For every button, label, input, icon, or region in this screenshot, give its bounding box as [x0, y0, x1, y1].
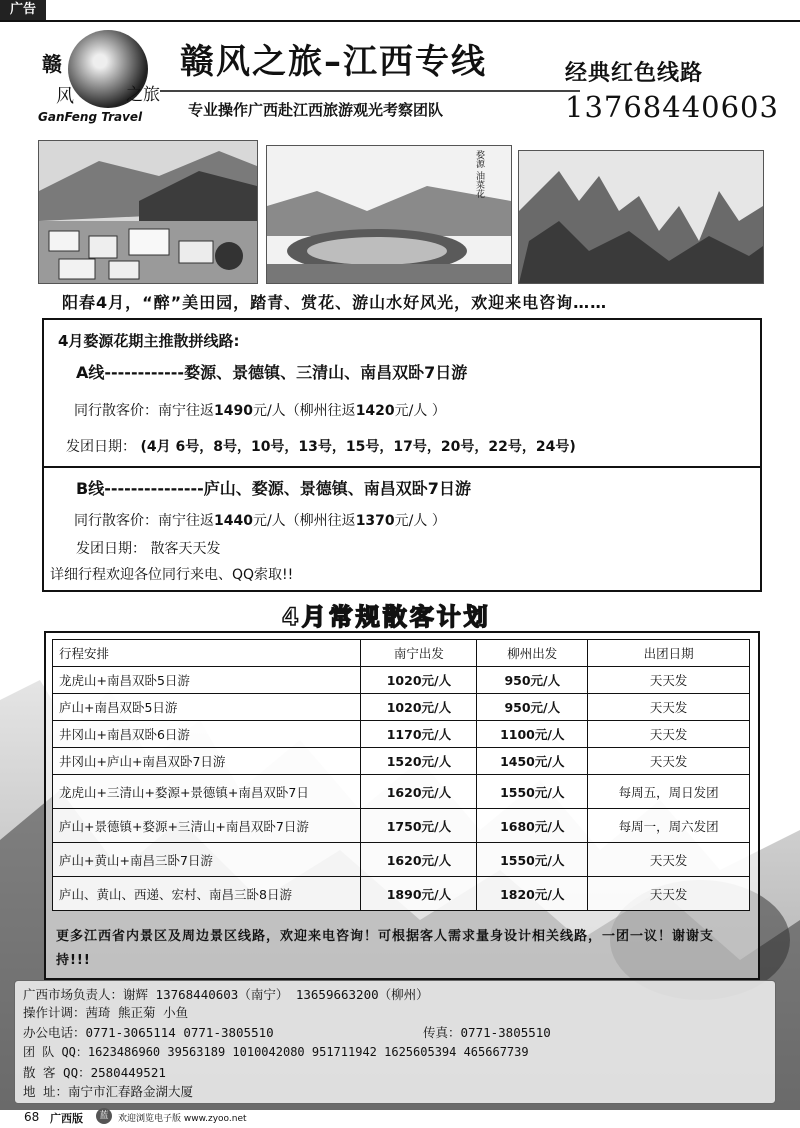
date-cell: 天天发	[588, 721, 750, 748]
address-line	[23, 1082, 193, 1100]
date-cell: 天天发	[588, 667, 750, 694]
table-row	[53, 809, 750, 843]
fax-label: 传真：	[423, 1025, 461, 1040]
mountain-photo	[518, 150, 764, 284]
route-cell: 庐山+景德镇+婺源+三清山+南昌双卧7日游	[53, 809, 361, 843]
page-number: 68	[24, 1110, 40, 1124]
nanning-price-cell: 1520元/人	[361, 748, 477, 775]
table-row	[53, 748, 750, 775]
line-b-dates	[76, 538, 220, 558]
date-cell: 天天发	[588, 843, 750, 877]
table-row	[53, 775, 750, 809]
feature-box-b	[42, 466, 762, 592]
nanning-price-cell: 1020元/人	[361, 694, 477, 721]
guest-qq-line	[23, 1063, 166, 1081]
edition-label: 广西版	[50, 1112, 83, 1125]
nanning-price-cell: 1890元/人	[361, 877, 477, 911]
route-cell: 庐山+南昌双卧5日游	[53, 694, 361, 721]
route-cell: 井冈山+南昌双卧6日游	[53, 721, 361, 748]
line-b-unit: 元/人	[252, 513, 286, 529]
office-label: 办公电话：	[23, 1025, 86, 1040]
line-a-dates-value: (4月 6号，8号，10号，13号，15号，17号，20号，22号，24号)	[140, 439, 576, 455]
more-routes-note: 更多江西省内景区及周边景区线路，欢迎来电咨询！可根据客人需求量身设计相关线路，一团一议！谢谢支持!!!	[56, 929, 715, 968]
header-nanning: 南宁出发	[361, 640, 477, 667]
village-image	[39, 141, 257, 283]
logo-char-feng: 风	[56, 86, 74, 107]
nanning-price-cell: 1620元/人	[361, 843, 477, 877]
line-b-price-end: 元/人 ）	[394, 513, 446, 529]
table-header-row	[53, 640, 750, 667]
route-cell: 庐山+黄山+南昌三卧7日游	[53, 843, 361, 877]
logo-char-zhilv: 之旅	[126, 85, 160, 105]
line-a-price-lz: 1420	[355, 403, 395, 419]
line-a-price-label: 同行散客价：南宁往返	[74, 403, 214, 419]
office-value: 0771-3065114 0771-3805510	[85, 1025, 274, 1040]
nanning-price-cell: 1750元/人	[361, 809, 477, 843]
line-b-lz-label: （柳州往返	[285, 513, 356, 529]
line-a-price-nn: 1490	[214, 403, 253, 419]
table-row	[53, 721, 750, 748]
header-liuzhou: 柳州出发	[477, 640, 588, 667]
nanning-price-cell: 1170元/人	[361, 721, 477, 748]
fax-line	[423, 1023, 551, 1041]
date-cell: 每周五，周日发团	[588, 775, 750, 809]
contact-block	[14, 980, 776, 1104]
line-b-dates-label: 发团日期：	[76, 541, 146, 557]
liuzhou-price-cell: 950元/人	[477, 694, 588, 721]
team-qq-label: 团 队 QQ：	[23, 1045, 88, 1059]
staff-value: 茜琦 熊正菊 小鱼	[85, 1005, 189, 1020]
line-a-dates-label: 发团日期：	[66, 439, 136, 455]
line-b-price-nn: 1440	[214, 513, 253, 529]
date-cell: 天天发	[588, 748, 750, 775]
line-a-price-end: 元/人 ）	[394, 403, 446, 419]
liuzhou-price-cell: 1550元/人	[477, 775, 588, 809]
tagline: 阳春4月，“醉”美田园，踏青、赏花、游山水好风光，欢迎来电咨询……	[62, 293, 608, 312]
main-title: 赣风之旅–江西专线	[180, 42, 487, 82]
line-a-unit: 元/人	[252, 403, 286, 419]
logo-char-gan: 赣	[42, 52, 62, 76]
fax-value: 0771-3805510	[460, 1025, 551, 1040]
route-cell: 井冈山+庐山+南昌双卧7日游	[53, 748, 361, 775]
manager-value: 谢辉 13768440603（南宁） 13659663200（柳州）	[123, 987, 429, 1002]
date-cell: 天天发	[588, 694, 750, 721]
liuzhou-price-cell: 1550元/人	[477, 843, 588, 877]
liuzhou-price-cell: 1450元/人	[477, 748, 588, 775]
top-rule	[0, 20, 800, 22]
header-route: 行程安排	[53, 640, 361, 667]
line-a-price	[74, 400, 446, 420]
logo-english: GanFeng Travel	[38, 110, 143, 124]
line-a-name: A线------------婺源、景德镇、三清山、南昌双卧7日游	[76, 363, 468, 382]
guest-qq-label: 散 客 QQ：	[23, 1065, 91, 1080]
manager-line	[23, 985, 429, 1003]
plan-table	[52, 639, 750, 911]
staff-line	[23, 1003, 188, 1021]
plan-title: 4月常规散客计划	[282, 603, 491, 631]
line-b-dates-value: 散客天天发	[150, 541, 221, 557]
lake-photo	[266, 145, 512, 284]
line-a-lz-label: （柳州往返	[285, 403, 356, 419]
ad-tag: 广告	[0, 0, 46, 20]
table-row	[53, 667, 750, 694]
table-row	[53, 843, 750, 877]
edition-badge-icon: 蓝	[96, 1108, 112, 1124]
liuzhou-price-cell: 1100元/人	[477, 721, 588, 748]
page-footer	[0, 1106, 800, 1128]
office-line	[23, 1023, 274, 1041]
team-qq-value: 1623486960 39563189 1010042080 951711942 1625605394 465667739	[87, 1045, 529, 1059]
route-cell: 龙虎山+南昌双卧5日游	[53, 667, 361, 694]
address-label: 地 址：	[23, 1084, 69, 1099]
liuzhou-price-cell: 1680元/人	[477, 809, 588, 843]
team-qq-line	[23, 1043, 529, 1060]
peaks-image	[519, 151, 763, 283]
line-a-dates	[66, 436, 576, 456]
header-date: 出团日期	[588, 640, 750, 667]
route-cell: 龙虎山+三清山+婺源+景德镇+南昌双卧7日	[53, 775, 361, 809]
manager-label: 广西市场负责人：	[23, 987, 124, 1002]
ganfeng-logo	[38, 30, 173, 125]
route-cell: 庐山、黄山、西递、宏村、南昌三卧8日游	[53, 877, 361, 911]
line-b-name: B线---------------庐山、婺源、景德镇、南昌双卧7日游	[76, 479, 471, 498]
address-value: 南宁市汇春路金湖大厦	[68, 1084, 194, 1099]
guest-qq-value: 2580449521	[90, 1065, 166, 1080]
date-cell: 每周一，周六发团	[588, 809, 750, 843]
classic-red-route: 经典红色线路	[565, 61, 704, 86]
liuzhou-price-cell: 950元/人	[477, 667, 588, 694]
title-underline	[160, 90, 580, 92]
liuzhou-price-cell: 1820元/人	[477, 877, 588, 911]
staff-label: 操作计调：	[23, 1005, 86, 1020]
line-b-price	[74, 510, 446, 530]
hotline-number: 13768440603	[565, 90, 779, 124]
line-b-price-lz: 1370	[355, 513, 395, 529]
calligraphy-caption: 婺源 油菜花	[474, 150, 484, 198]
feature-box-a	[42, 318, 762, 468]
village-photo	[38, 140, 258, 284]
line-b-price-label: 同行散客价：南宁往返	[74, 513, 214, 529]
subtitle: 专业操作广西赴江西旅游观光考察团队	[188, 101, 444, 119]
table-row	[53, 877, 750, 911]
promo-text: 欢迎浏览电子版 www.zyoo.net	[118, 1114, 247, 1124]
date-cell: 天天发	[588, 877, 750, 911]
feature-heading: 4月婺源花期主推散拼线路:	[58, 332, 240, 350]
nanning-price-cell: 1020元/人	[361, 667, 477, 694]
line-b-note: 详细行程欢迎各位同行来电、QQ索取!!	[50, 567, 294, 583]
table-row	[53, 694, 750, 721]
nanning-price-cell: 1620元/人	[361, 775, 477, 809]
